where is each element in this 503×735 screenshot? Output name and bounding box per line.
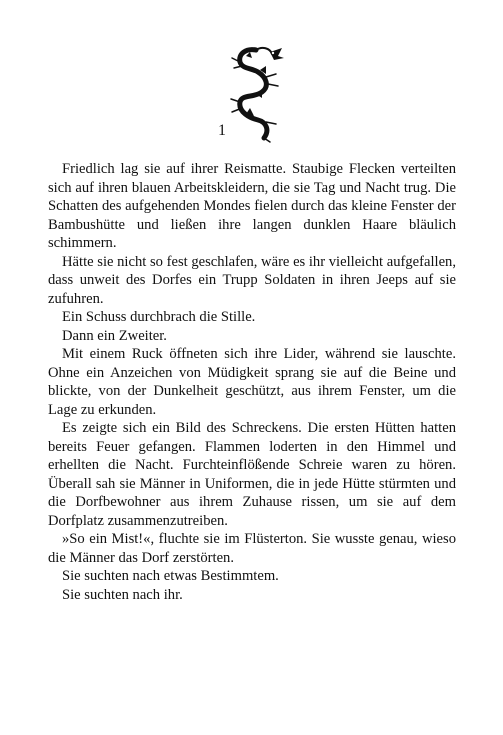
- paragraph: Friedlich lag sie auf ihrer Reismatte. Staubige Flecken verteilten sich auf ihren blauen Arbeitskleidern, die sie Tag und Nacht trug. Die Schatten des aufgehenden Mondes fielen durch das kleine Fenster der Bambushütte und ließen ihre langen dunklen Haare bläulich schimmern.: [48, 161, 456, 251]
- chapter-number: 1: [218, 122, 226, 139]
- paragraph: Hätte sie nicht so fest geschlafen, wäre es ihr vielleicht aufgefallen, dass unweit des Dorfes ein Trupp Soldaten in ihren Jeeps auf sie zufuhren.: [48, 253, 456, 307]
- paragraph: »So ein Mist!«, fluchte sie im Flüsterton. Sie wusste genau, wieso die Männer das Dorf zerstörten.: [48, 531, 456, 566]
- paragraph: Sie suchten nach ihr.: [62, 586, 183, 603]
- dragon-icon: [226, 44, 286, 144]
- paragraph: Es zeigte sich ein Bild des Schreckens. Die ersten Hütten hatten bereits Feuer gefangen. Flammen loderten in den Himmel und erhellten die Nacht. Furchteinflößende Schreie waren zu hören. Überall sah sie Männer in Uniformen, die in jede Hütte stürmten und die Dorfbewohner aus ihrem Zuhause rissen, um sie auf dem Dorfplatz zusammenzutreiben.: [48, 420, 456, 529]
- paragraph: Ein Schuss durchbrach die Stille.: [62, 309, 256, 325]
- paragraph: Dann ein Zweiter.: [62, 327, 167, 344]
- chapter-text: [48, 160, 456, 604]
- paragraph: Mit einem Ruck öffneten sich ihre Lider, während sie lauschte. Ohne ein Anzeichen von Müdigkeit sprang sie auf die Beine und blickte, von der Dunkelheit geschützt, aus ihrem Fenster, um die Lage zu erkunden.: [48, 346, 456, 418]
- paragraph: Sie suchten nach etwas Bestimmtem.: [62, 568, 279, 584]
